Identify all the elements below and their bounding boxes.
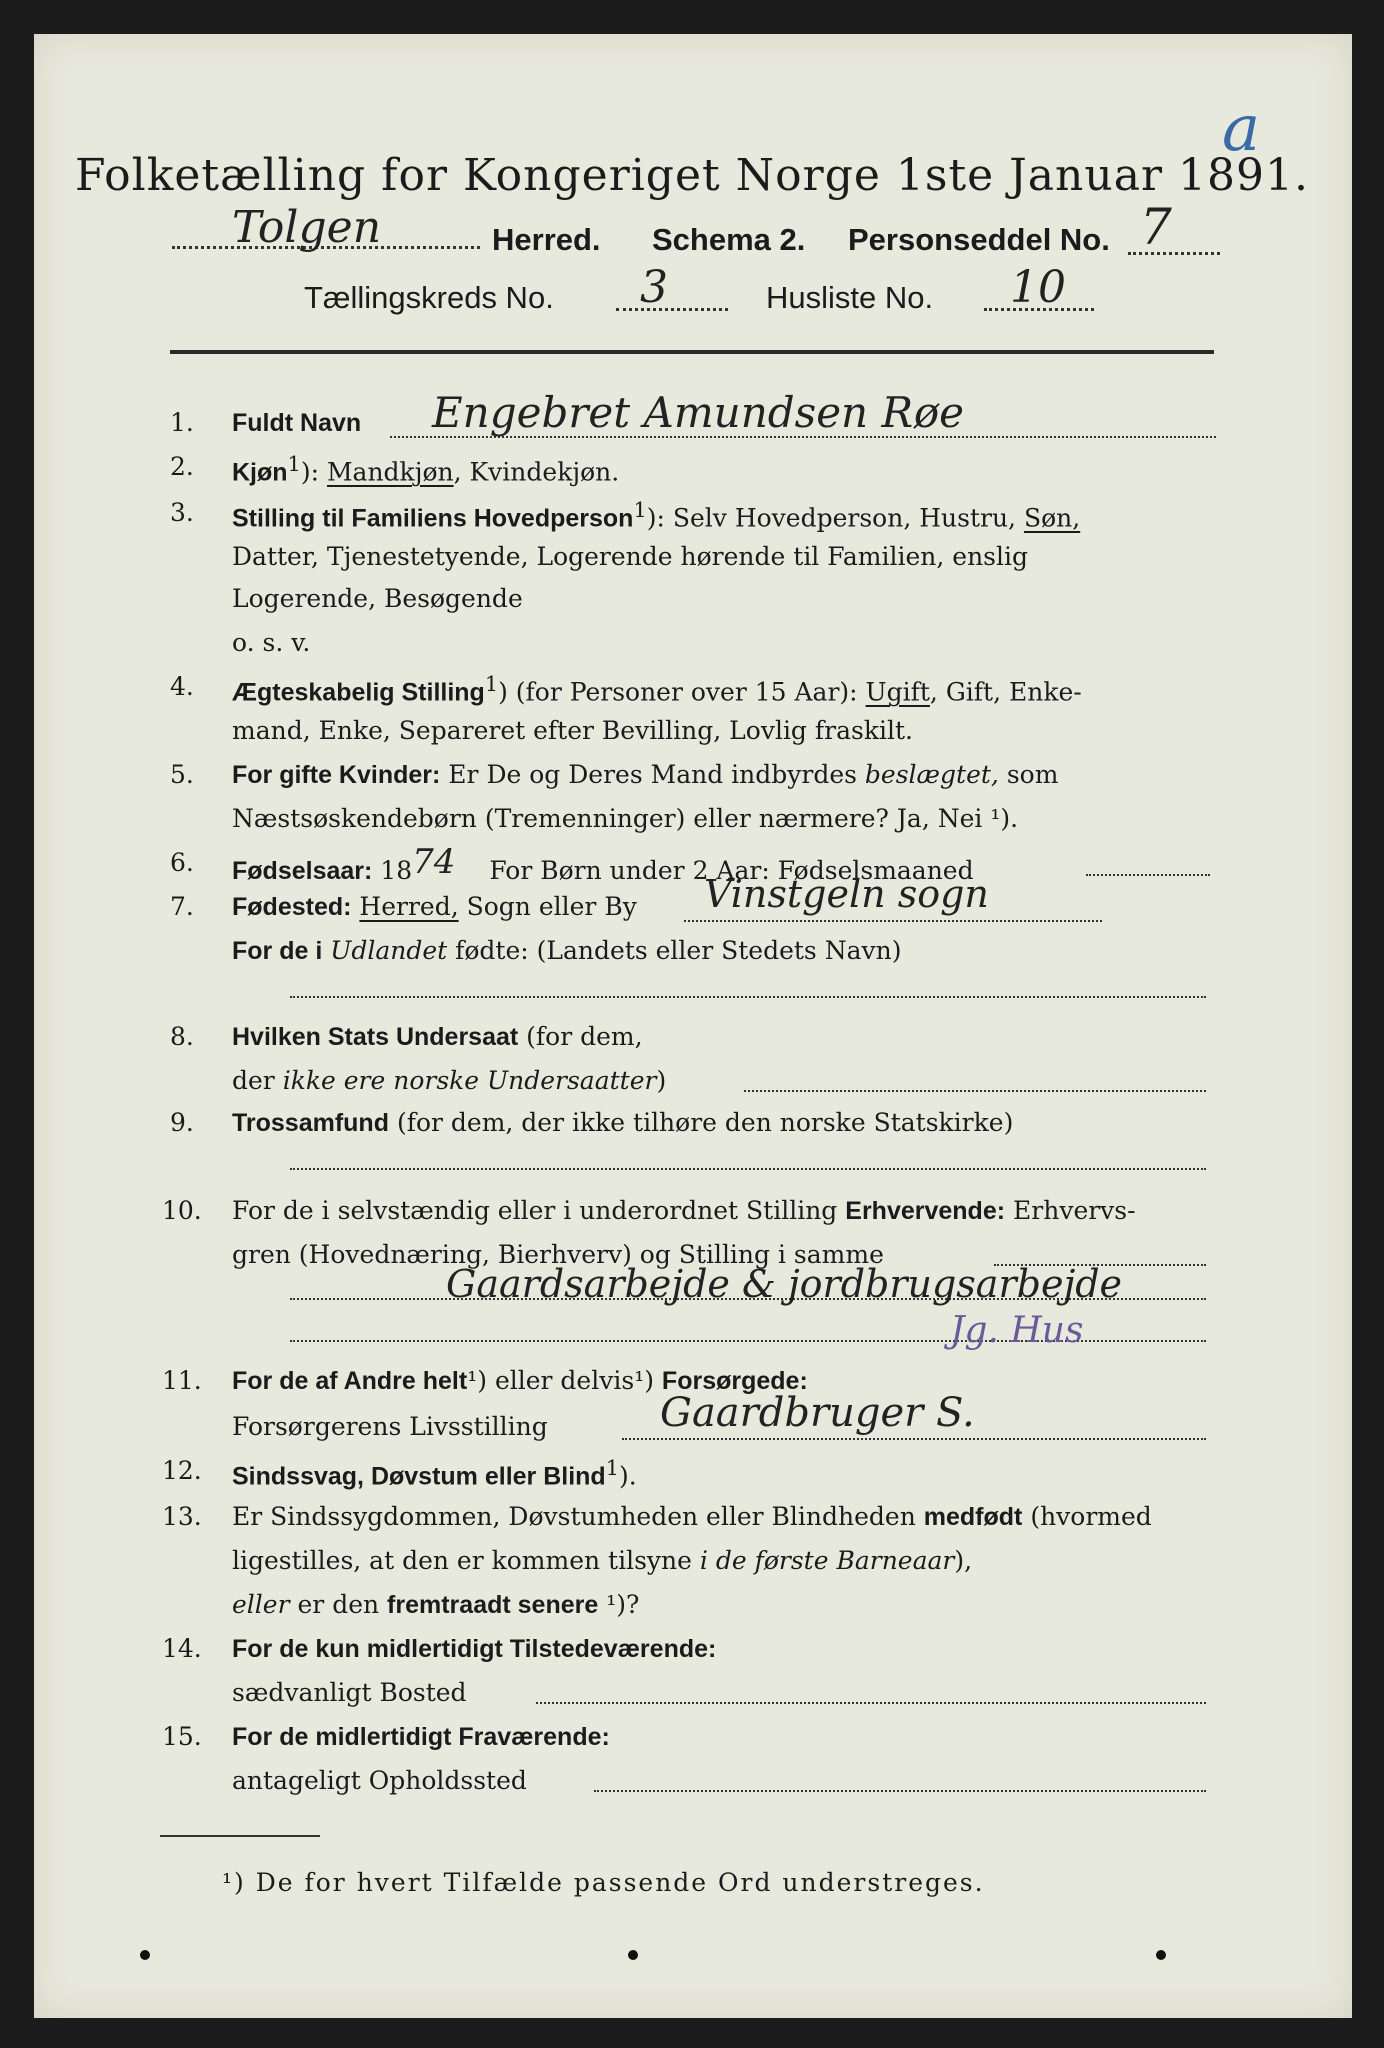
item-8-line2-pre: der bbox=[232, 1066, 275, 1095]
husliste-no: 10 bbox=[1010, 262, 1066, 313]
tack-mark-right bbox=[1156, 1950, 1166, 1960]
item-3-line2: Datter, Tjenestetyende, Logerende hørende til Familien, enslig bbox=[232, 542, 1029, 571]
item-13-line3-b: fremtraadt senere bbox=[387, 1591, 599, 1619]
item-5-label: For gifte Kvinder: bbox=[232, 761, 441, 789]
item-13-line3-italic: eller bbox=[232, 1590, 290, 1619]
item-10-text: Erhvervs- bbox=[1013, 1196, 1136, 1225]
item-4-marked-option: Ugift bbox=[865, 677, 930, 707]
header-rule bbox=[170, 350, 1214, 354]
footnote-rule bbox=[160, 1835, 320, 1837]
item-8-text: (for dem, bbox=[526, 1022, 643, 1051]
item-13-line1-post: (hvormed bbox=[1030, 1502, 1152, 1531]
kreds-label: Tællingskreds No. bbox=[304, 280, 554, 315]
item-8-dotted-line bbox=[744, 1090, 1206, 1092]
item-7-line2-post: fødte: (Landets eller Stedets Navn) bbox=[455, 936, 902, 965]
item-4-line1-post: , Gift, Enke- bbox=[929, 677, 1082, 707]
item-13-line2-italic: i de første Barneaar bbox=[699, 1546, 955, 1575]
item-8-num: 8. bbox=[170, 1022, 194, 1051]
item-14-num: 14. bbox=[162, 1634, 202, 1663]
item-13-line3-mid: er den bbox=[297, 1590, 380, 1619]
item-4-num: 4. bbox=[170, 672, 194, 701]
item-13-line1-pre: Er Sindssygdommen, Døvstumheden eller Blindheden bbox=[232, 1502, 916, 1531]
item-5-italic: beslægtet, bbox=[864, 760, 999, 789]
item-7-value: Vinstgeln sogn bbox=[704, 872, 989, 916]
item-15-num: 15. bbox=[162, 1722, 202, 1751]
form-title: Folketælling for Kongeriget Norge 1ste Januar 1891. bbox=[75, 150, 1309, 201]
item-3-line4: o. s. v. bbox=[232, 628, 311, 657]
item-3-num: 3. bbox=[170, 498, 194, 527]
item-14-line2: sædvanligt Bosted bbox=[232, 1678, 467, 1707]
item-4-line1-pre: ) (for Personer over 15 Aar): bbox=[498, 677, 858, 707]
item-14-dotted-line bbox=[536, 1702, 1206, 1704]
item-9-text: (for dem, der ikke tilhøre den norske Statskirke) bbox=[396, 1108, 1014, 1137]
item-13-line3-post: ¹)? bbox=[606, 1590, 640, 1619]
item-11-label: For de af Andre helt bbox=[232, 1367, 468, 1395]
item-1-label: Fuldt Navn bbox=[232, 409, 362, 437]
item-15-label: For de midlertidigt Fraværende: bbox=[232, 1723, 610, 1751]
item-10-label-b: Erhvervende: bbox=[845, 1197, 1006, 1225]
item-3-line1: ): Selv Hovedperson, Hustru, bbox=[646, 503, 1017, 533]
item-2-text: , Kvindekjøn. bbox=[453, 457, 620, 487]
item-6-year-hand: 74 bbox=[412, 842, 456, 882]
item-2-label: Kjøn bbox=[232, 458, 288, 487]
kreds-no: 3 bbox=[640, 262, 668, 313]
item-7-marked-option: Herred, bbox=[359, 892, 459, 921]
item-13-line1-b: medfødt bbox=[923, 1503, 1023, 1531]
herred-label: Herred. bbox=[492, 222, 601, 257]
footnote: ¹) De for hvert Tilfælde passende Ord understreges. bbox=[222, 1868, 985, 1897]
item-6-text: For Børn under 2 Aar: Fødselsmaaned bbox=[489, 856, 974, 885]
tack-mark-left bbox=[140, 1950, 150, 1960]
item-10-label: For de i selvstændig eller i underordnet Stilling bbox=[232, 1196, 838, 1225]
item-15-dotted-line bbox=[594, 1790, 1206, 1792]
item-11-label-b: Forsørgede: bbox=[661, 1367, 808, 1395]
item-12-label: Sindssvag, Døvstum eller Blind bbox=[232, 1462, 606, 1491]
personseddel-no: 7 bbox=[1140, 198, 1172, 256]
item-10-value: Gaardsarbejde & jordbrugsarbejde bbox=[446, 1262, 1123, 1306]
schema-label: Schema 2. bbox=[652, 222, 806, 257]
item-3-sup: 1 bbox=[633, 498, 647, 522]
item-6-label: Fødselsaar: bbox=[232, 857, 373, 885]
item-13-line2-pre: ligestilles, at den er kommen tilsyne bbox=[232, 1546, 692, 1575]
item-11-value: Gaardbruger S. bbox=[660, 1390, 975, 1436]
item-12-num: 12. bbox=[162, 1456, 202, 1485]
item-10-num: 10. bbox=[162, 1196, 202, 1225]
item-11-text-mid: eller delvis bbox=[494, 1366, 635, 1395]
item-5-line1: Er De og Deres Mand indbyrdes bbox=[448, 760, 857, 789]
personseddel-label: Personseddel No. bbox=[848, 222, 1110, 257]
item-10-annotation: Jg. Hus bbox=[950, 1310, 1084, 1351]
item-11-dotted-line bbox=[622, 1438, 1206, 1440]
item-14-label: For de kun midlertidigt Tilstedeværende: bbox=[232, 1635, 717, 1663]
item-4-sup: 1 bbox=[484, 672, 499, 696]
corner-mark: a bbox=[1222, 92, 1261, 166]
item-11-line2: Forsørgerens Livsstilling bbox=[232, 1412, 548, 1441]
item-4-label: Ægteskabelig Stilling bbox=[232, 678, 485, 707]
item-10-line2: gren (Hovednæring, Bierhverv) og Stilling i samme bbox=[232, 1240, 884, 1269]
item-7-text: Sogn eller By bbox=[466, 892, 637, 921]
item-8-label: Hvilken Stats Undersaat bbox=[232, 1023, 519, 1051]
item-7-num: 7. bbox=[170, 892, 194, 921]
husliste-label: Husliste No. bbox=[766, 280, 934, 315]
item-2-marked-option: Mandkjøn bbox=[326, 457, 454, 487]
item-12-sup: 1 bbox=[605, 1456, 619, 1480]
item-6-year-prefix: 18 bbox=[380, 856, 413, 885]
item-7-dotted-line bbox=[684, 920, 1102, 922]
item-7-blank-line bbox=[290, 996, 1206, 998]
item-6-dotted-line bbox=[1086, 874, 1210, 876]
item-9-dotted-line bbox=[290, 1168, 1206, 1170]
item-13-num: 13. bbox=[162, 1502, 202, 1531]
item-8-line2-post: ) bbox=[656, 1066, 667, 1095]
item-2-sup: 1 bbox=[287, 452, 301, 476]
item-4-line2: mand, Enke, Separeret efter Bevilling, Lovlig fraskilt. bbox=[232, 716, 913, 745]
item-3-label: Stilling til Familiens Hovedperson bbox=[232, 504, 634, 533]
item-7-line2-italic: Udlandet bbox=[330, 936, 448, 965]
item-1-value: Engebret Amundsen Røe bbox=[432, 388, 964, 437]
item-5-line1-post: som bbox=[1006, 760, 1059, 789]
item-7-line2-pre: For de i bbox=[232, 937, 323, 965]
item-5-num: 5. bbox=[170, 760, 194, 789]
item-3-marked-option: Søn, bbox=[1023, 503, 1081, 533]
item-6-num: 6. bbox=[170, 848, 194, 877]
item-11-num: 11. bbox=[162, 1366, 202, 1395]
item-9-num: 9. bbox=[170, 1108, 194, 1137]
item-2-num: 2. bbox=[170, 452, 194, 481]
item-1-num: 1. bbox=[170, 408, 194, 437]
item-7-label: Fødested: bbox=[232, 893, 352, 921]
kreds-dotted-line bbox=[616, 308, 728, 311]
item-9-label: Trossamfund bbox=[232, 1109, 389, 1137]
item-5-line2: Næstsøskendebørn (Tremenninger) eller nærmere? Ja, Nei ¹). bbox=[232, 804, 1019, 833]
item-15-line2: antageligt Opholdssted bbox=[232, 1766, 527, 1795]
tack-mark-center bbox=[628, 1950, 638, 1960]
herred-value: Tolgen bbox=[232, 202, 382, 253]
item-8-line2-italic: ikke ere norske Undersaatter bbox=[282, 1066, 657, 1095]
item-3-line3: Logerende, Besøgende bbox=[232, 584, 523, 613]
